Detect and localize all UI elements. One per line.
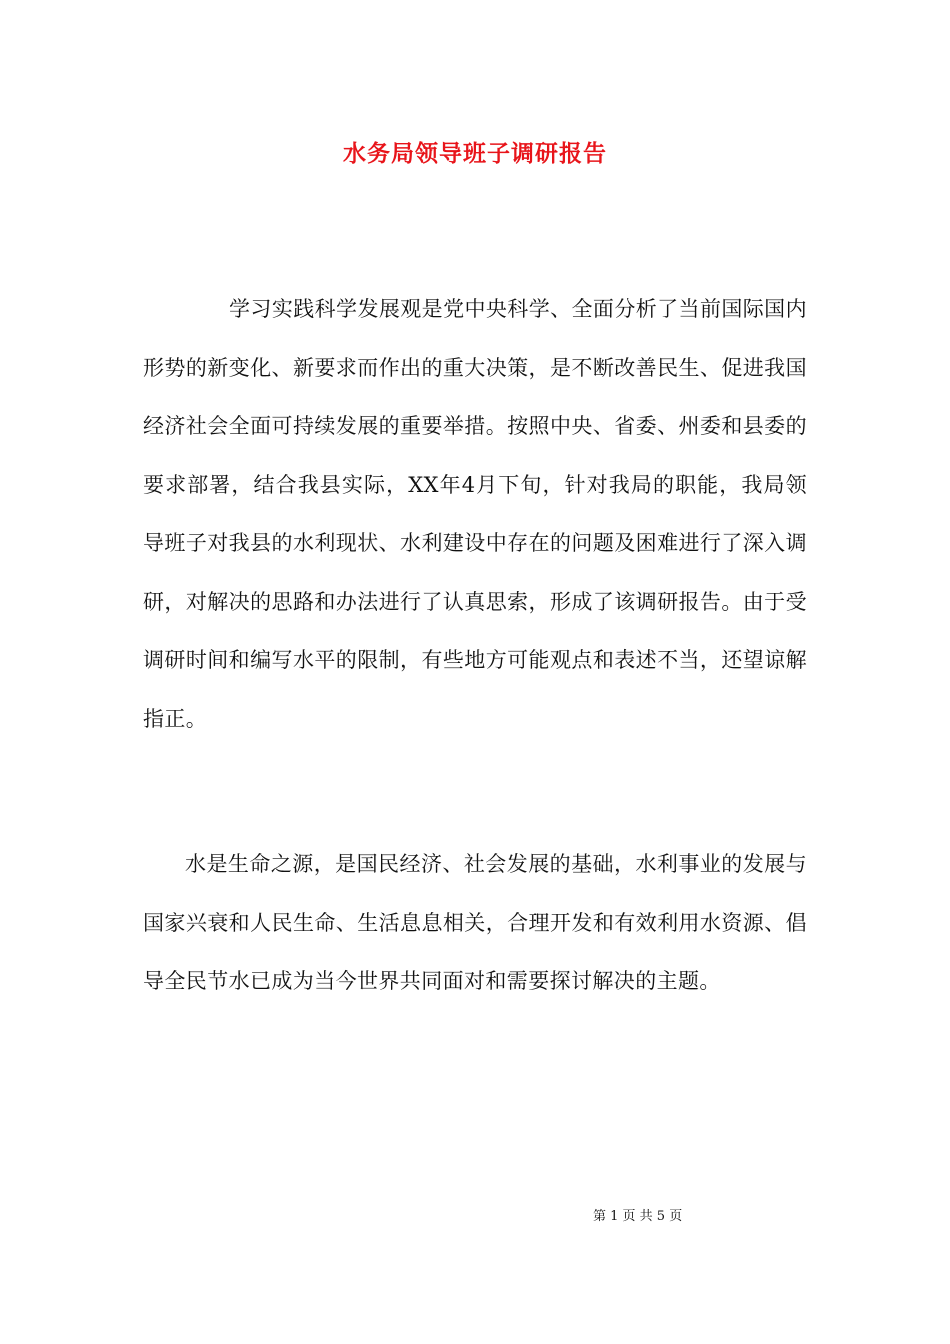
paragraph-1: 学习实践科学发展观是党中央科学、全面分析了当前国际国内形势的新变化、新要求而作出的重大决策，是不断改善民生、促进我国经济社会全面可持续发展的重要举措。按照中央、省委、州委和县委的要求部署，结合我县实际，XX年4月下旬，针对我局的职能，我局领导班子对我县的水利现状、水利建设中存在的问题及困难进行了深入调研，对解决的思路和办法进行了认真思索，形成了该调研报告。由于受调研时间和编写水平的限制，有些地方可能观点和表述不当，还望谅解指正。 [143,297,807,731]
paragraph-2: 水是生命之源，是国民经济、社会发展的基础，水利事业的发展与国家兴衰和人民生命、生活息息相关，合理开发和有效利用水资源、倡导全民节水已成为当今世界共同面对和需要探讨解决的主题。 [143,852,807,993]
body-section-2 [143,835,807,1011]
page-number-footer: 第 1 页 共 5 页 [593,1209,683,1224]
document-title: 水务局领导班子调研报告 [343,140,607,167]
body-section-1 [143,280,807,748]
